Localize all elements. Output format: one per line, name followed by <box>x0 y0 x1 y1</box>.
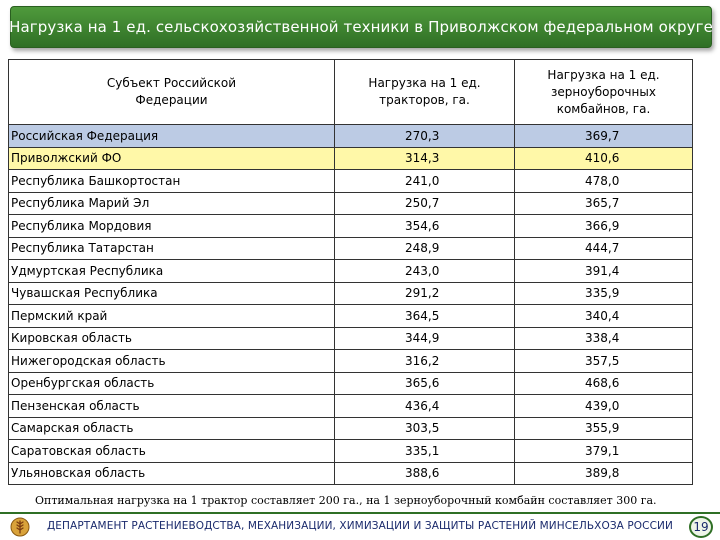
combines-cell: 338,4 <box>515 327 693 350</box>
region-cell: Ульяновская область <box>9 462 335 485</box>
tractors-cell: 250,7 <box>335 192 515 215</box>
tractors-cell: 335,1 <box>335 440 515 463</box>
tractors-cell: 270,3 <box>335 125 515 148</box>
region-cell: Оренбургская область <box>9 372 335 395</box>
department-name: ДЕПАРТАМЕНТ РАСТЕНИЕВОДСТВА, МЕХАНИЗАЦИИ, ХИМИЗАЦИИ И ЗАЩИТЫ РАСТЕНИЙ МИНСЕЛЬХОЗА РОССИИ <box>47 520 673 532</box>
table-row <box>9 192 693 215</box>
combines-cell: 439,0 <box>515 395 693 418</box>
combines-cell: 365,7 <box>515 192 693 215</box>
region-cell: Республика Татарстан <box>9 237 335 260</box>
region-cell: Пензенская область <box>9 395 335 418</box>
tractors-cell: 241,0 <box>335 170 515 193</box>
region-cell: Республика Мордовия <box>9 215 335 238</box>
combines-cell: 366,9 <box>515 215 693 238</box>
tractors-cell: 314,3 <box>335 147 515 170</box>
table-row <box>9 125 693 148</box>
table-row <box>9 237 693 260</box>
table-row <box>9 395 693 418</box>
combines-cell: 389,8 <box>515 462 693 485</box>
footer-divider <box>0 512 720 514</box>
region-cell: Республика Марий Эл <box>9 192 335 215</box>
combines-cell: 410,6 <box>515 147 693 170</box>
table-row <box>9 170 693 193</box>
table-row <box>9 372 693 395</box>
wheat-emblem-icon <box>10 517 30 537</box>
page-number: 19 <box>693 520 709 534</box>
region-cell: Пермский край <box>9 305 335 328</box>
tractors-cell: 291,2 <box>335 282 515 305</box>
load-table <box>8 59 693 485</box>
combines-cell: 357,5 <box>515 350 693 373</box>
table-body <box>9 125 693 485</box>
optimal-load-note: Оптимальная нагрузка на 1 трактор составляет 200 га., на 1 зерноуборочный комбайн составляет 300 га. <box>35 494 657 507</box>
region-cell: Приволжский ФО <box>9 147 335 170</box>
combines-cell: 335,9 <box>515 282 693 305</box>
tractors-cell: 248,9 <box>335 237 515 260</box>
header-tractors: Нагрузка на 1 ед. тракторов, га. <box>335 60 515 125</box>
tractors-cell: 344,9 <box>335 327 515 350</box>
combines-cell: 369,7 <box>515 125 693 148</box>
table-row <box>9 282 693 305</box>
slide-title: Нагрузка на 1 ед. сельскохозяйственной техники в Приволжском федеральном округе <box>9 18 713 36</box>
tractors-cell: 365,6 <box>335 372 515 395</box>
tractors-cell: 388,6 <box>335 462 515 485</box>
slide-title-banner <box>10 6 712 48</box>
region-cell: Чувашская Республика <box>9 282 335 305</box>
header-combines: Нагрузка на 1 ед. зерноуборочных комбайнов, га. <box>515 60 693 125</box>
region-cell: Нижегородская область <box>9 350 335 373</box>
region-cell: Удмуртская Республика <box>9 260 335 283</box>
table-row <box>9 215 693 238</box>
table-row <box>9 417 693 440</box>
region-cell: Саратовская область <box>9 440 335 463</box>
tractors-cell: 316,2 <box>335 350 515 373</box>
region-cell: Кировская область <box>9 327 335 350</box>
tractors-cell: 364,5 <box>335 305 515 328</box>
header-region: Субъект Российской Федерации <box>9 60 335 125</box>
region-cell: Республика Башкортостан <box>9 170 335 193</box>
table-row <box>9 350 693 373</box>
tractors-cell: 354,6 <box>335 215 515 238</box>
table-row <box>9 327 693 350</box>
table-row <box>9 462 693 485</box>
table-header-row <box>9 60 693 125</box>
tractors-cell: 243,0 <box>335 260 515 283</box>
table-row <box>9 440 693 463</box>
region-cell: Самарская область <box>9 417 335 440</box>
combines-cell: 391,4 <box>515 260 693 283</box>
table-row <box>9 147 693 170</box>
table-row <box>9 260 693 283</box>
combines-cell: 340,4 <box>515 305 693 328</box>
combines-cell: 355,9 <box>515 417 693 440</box>
tractors-cell: 436,4 <box>335 395 515 418</box>
tractors-cell: 303,5 <box>335 417 515 440</box>
page-number-badge <box>689 516 713 538</box>
combines-cell: 444,7 <box>515 237 693 260</box>
combines-cell: 478,0 <box>515 170 693 193</box>
combines-cell: 468,6 <box>515 372 693 395</box>
region-cell: Российская Федерация <box>9 125 335 148</box>
combines-cell: 379,1 <box>515 440 693 463</box>
table-row <box>9 305 693 328</box>
